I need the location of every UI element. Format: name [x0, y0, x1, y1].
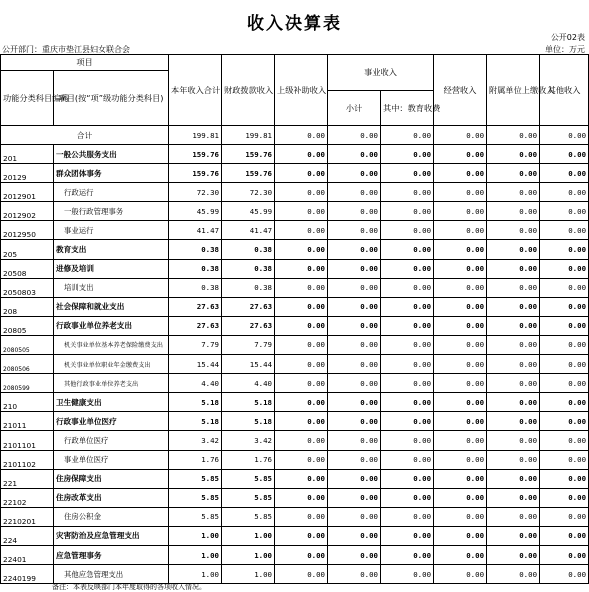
row-affiliated-cell: 0.00	[487, 565, 540, 584]
row-code: 221	[1, 469, 54, 488]
row-other-cell: 0.00	[540, 297, 589, 316]
row-operating-cell: 0.00	[434, 221, 487, 240]
row-total-cell: 41.47	[169, 221, 222, 240]
row-operating-cell: 0.00	[434, 469, 487, 488]
row-operating-cell: 0.00	[434, 507, 487, 526]
header-func-code: 功能分类科目编码	[1, 71, 54, 126]
row-code: 2101101	[1, 431, 54, 450]
row-fiscal-cell: 5.85	[222, 507, 275, 526]
row-fiscal-cell: 4.40	[222, 374, 275, 393]
row-superior-cell: 0.00	[275, 393, 328, 412]
row-name: 机关事业单位基本养老保险缴费支出	[54, 335, 169, 354]
row-superior-cell: 0.00	[275, 164, 328, 183]
header-fiscal: 财政拨款收入	[222, 55, 275, 126]
row-total-cell: 5.18	[169, 393, 222, 412]
row-edu-cell: 0.00	[381, 565, 434, 584]
row-name: 应急管理事务	[54, 545, 169, 564]
row-edu-cell: 0.00	[381, 164, 434, 183]
row-affiliated-cell: 0.00	[487, 374, 540, 393]
row-affiliated-cell: 0.00	[487, 202, 540, 221]
footnote: 备注：本表反映部门本年度取得的各项收入情况。	[52, 583, 206, 591]
table-row	[1, 431, 589, 450]
total-cell: 0.00	[487, 126, 540, 145]
row-fiscal-cell: 5.85	[222, 488, 275, 507]
row-code: 2012901	[1, 183, 54, 202]
row-operating-cell: 0.00	[434, 316, 487, 335]
header-affiliated: 附属单位上缴收入	[487, 55, 540, 126]
total-cell: 0.00	[275, 126, 328, 145]
row-fiscal-cell: 7.79	[222, 335, 275, 354]
row-fiscal-cell: 27.63	[222, 316, 275, 335]
row-code: 2080505	[1, 335, 54, 354]
row-superior-cell: 0.00	[275, 412, 328, 431]
row-name: 其他行政事业单位养老支出	[54, 374, 169, 393]
row-edu-cell: 0.00	[381, 450, 434, 469]
row-code: 20805	[1, 316, 54, 335]
row-name: 进修及培训	[54, 259, 169, 278]
row-affiliated-cell: 0.00	[487, 297, 540, 316]
row-subtotal-cell: 0.00	[328, 526, 381, 545]
total-cell: 199.81	[222, 126, 275, 145]
table-row	[1, 507, 589, 526]
table-row	[1, 450, 589, 469]
table-row	[1, 259, 589, 278]
row-affiliated-cell: 0.00	[487, 526, 540, 545]
row-subtotal-cell: 0.00	[328, 431, 381, 450]
row-name: 机关事业单位职业年金缴费支出	[54, 355, 169, 374]
row-code: 2050803	[1, 278, 54, 297]
row-total-cell: 3.42	[169, 431, 222, 450]
header-project: 项目	[1, 55, 169, 71]
row-code: 208	[1, 297, 54, 316]
row-superior-cell: 0.00	[275, 545, 328, 564]
row-total-cell: 1.76	[169, 450, 222, 469]
row-edu-cell: 0.00	[381, 221, 434, 240]
row-code: 2012950	[1, 221, 54, 240]
row-affiliated-cell: 0.00	[487, 335, 540, 354]
row-subtotal-cell: 0.00	[328, 145, 381, 164]
total-cell: 0.00	[540, 126, 589, 145]
row-fiscal-cell: 0.38	[222, 259, 275, 278]
row-edu-cell: 0.00	[381, 316, 434, 335]
row-subtotal-cell: 0.00	[328, 297, 381, 316]
row-operating-cell: 0.00	[434, 164, 487, 183]
row-operating-cell: 0.00	[434, 545, 487, 564]
header-business: 事业收入	[328, 55, 434, 91]
table-row	[1, 545, 589, 564]
row-total-cell: 1.00	[169, 545, 222, 564]
row-total-cell: 159.76	[169, 164, 222, 183]
row-affiliated-cell: 0.00	[487, 355, 540, 374]
row-name: 教育支出	[54, 240, 169, 259]
table-row	[1, 469, 589, 488]
row-fiscal-cell: 1.00	[222, 545, 275, 564]
table-row	[1, 488, 589, 507]
row-subtotal-cell: 0.00	[328, 450, 381, 469]
row-code: 224	[1, 526, 54, 545]
row-total-cell: 0.38	[169, 259, 222, 278]
row-other-cell: 0.00	[540, 240, 589, 259]
row-operating-cell: 0.00	[434, 393, 487, 412]
row-fiscal-cell: 3.42	[222, 431, 275, 450]
row-fiscal-cell: 1.00	[222, 526, 275, 545]
row-other-cell: 0.00	[540, 469, 589, 488]
row-superior-cell: 0.00	[275, 469, 328, 488]
row-edu-cell: 0.00	[381, 393, 434, 412]
row-affiliated-cell: 0.00	[487, 488, 540, 507]
row-fiscal-cell: 0.38	[222, 278, 275, 297]
row-total-cell: 1.00	[169, 526, 222, 545]
row-subtotal-cell: 0.00	[328, 259, 381, 278]
row-superior-cell: 0.00	[275, 488, 328, 507]
row-superior-cell: 0.00	[275, 526, 328, 545]
row-fiscal-cell: 41.47	[222, 221, 275, 240]
row-fiscal-cell: 72.30	[222, 183, 275, 202]
row-superior-cell: 0.00	[275, 335, 328, 354]
row-name: 一般行政管理事务	[54, 202, 169, 221]
row-other-cell: 0.00	[540, 545, 589, 564]
row-code: 2080599	[1, 374, 54, 393]
row-operating-cell: 0.00	[434, 202, 487, 221]
row-edu-cell: 0.00	[381, 297, 434, 316]
row-affiliated-cell: 0.00	[487, 450, 540, 469]
table-row	[1, 526, 589, 545]
row-code: 210	[1, 393, 54, 412]
table-row	[1, 221, 589, 240]
table-row	[1, 145, 589, 164]
header-operating: 经营收入	[434, 55, 487, 126]
row-edu-cell: 0.00	[381, 278, 434, 297]
header-edu-fee: 其中：教育收费	[381, 91, 434, 126]
table-row	[1, 164, 589, 183]
row-name: 行政事业单位医疗	[54, 412, 169, 431]
row-subtotal-cell: 0.00	[328, 507, 381, 526]
row-fiscal-cell: 5.18	[222, 393, 275, 412]
row-superior-cell: 0.00	[275, 355, 328, 374]
row-operating-cell: 0.00	[434, 183, 487, 202]
total-cell: 199.81	[169, 126, 222, 145]
row-subtotal-cell: 0.00	[328, 545, 381, 564]
row-fiscal-cell: 5.18	[222, 412, 275, 431]
row-code: 2210201	[1, 507, 54, 526]
row-name: 事业运行	[54, 221, 169, 240]
row-fiscal-cell: 5.85	[222, 469, 275, 488]
row-code: 21011	[1, 412, 54, 431]
row-superior-cell: 0.00	[275, 202, 328, 221]
row-superior-cell: 0.00	[275, 259, 328, 278]
row-name: 其他应急管理支出	[54, 565, 169, 584]
row-subtotal-cell: 0.00	[328, 278, 381, 297]
row-name: 群众团体事务	[54, 164, 169, 183]
row-fiscal-cell: 1.76	[222, 450, 275, 469]
row-affiliated-cell: 0.00	[487, 393, 540, 412]
table-row	[1, 278, 589, 297]
row-fiscal-cell: 15.44	[222, 355, 275, 374]
row-other-cell: 0.00	[540, 355, 589, 374]
row-name: 事业单位医疗	[54, 450, 169, 469]
row-affiliated-cell: 0.00	[487, 145, 540, 164]
row-operating-cell: 0.00	[434, 259, 487, 278]
row-subtotal-cell: 0.00	[328, 374, 381, 393]
row-superior-cell: 0.00	[275, 316, 328, 335]
total-label: 合计	[1, 126, 169, 145]
row-code: 22102	[1, 488, 54, 507]
row-edu-cell: 0.00	[381, 412, 434, 431]
row-affiliated-cell: 0.00	[487, 259, 540, 278]
row-affiliated-cell: 0.00	[487, 278, 540, 297]
row-affiliated-cell: 0.00	[487, 316, 540, 335]
header-total: 本年收入合计	[169, 55, 222, 126]
row-operating-cell: 0.00	[434, 412, 487, 431]
table-row	[1, 316, 589, 335]
row-total-cell: 72.30	[169, 183, 222, 202]
row-code: 201	[1, 145, 54, 164]
row-edu-cell: 0.00	[381, 526, 434, 545]
table-row	[1, 183, 589, 202]
row-total-cell: 0.38	[169, 278, 222, 297]
row-name: 一般公共服务支出	[54, 145, 169, 164]
row-other-cell: 0.00	[540, 565, 589, 584]
row-subtotal-cell: 0.00	[328, 240, 381, 259]
row-edu-cell: 0.00	[381, 374, 434, 393]
row-fiscal-cell: 1.00	[222, 565, 275, 584]
department-label: 公开部门：重庆市垫江县妇女联合会	[2, 45, 130, 54]
row-code: 205	[1, 240, 54, 259]
row-name: 社会保障和就业支出	[54, 297, 169, 316]
row-name: 培训支出	[54, 278, 169, 297]
row-superior-cell: 0.00	[275, 183, 328, 202]
row-edu-cell: 0.00	[381, 488, 434, 507]
header-subtotal: 小计	[328, 91, 381, 126]
row-affiliated-cell: 0.00	[487, 431, 540, 450]
row-superior-cell: 0.00	[275, 374, 328, 393]
row-code: 20129	[1, 164, 54, 183]
row-subtotal-cell: 0.00	[328, 565, 381, 584]
form-number: 公开02表	[550, 33, 585, 42]
row-operating-cell: 0.00	[434, 278, 487, 297]
row-name: 住房改革支出	[54, 488, 169, 507]
row-other-cell: 0.00	[540, 278, 589, 297]
row-superior-cell: 0.00	[275, 431, 328, 450]
row-other-cell: 0.00	[540, 316, 589, 335]
table-row	[1, 412, 589, 431]
page-title: 收入决算表	[247, 14, 342, 34]
row-subtotal-cell: 0.00	[328, 316, 381, 335]
row-other-cell: 0.00	[540, 202, 589, 221]
row-name: 灾害防治及应急管理支出	[54, 526, 169, 545]
row-subtotal-cell: 0.00	[328, 355, 381, 374]
income-table	[0, 54, 589, 584]
row-total-cell: 27.63	[169, 297, 222, 316]
row-affiliated-cell: 0.00	[487, 240, 540, 259]
row-subtotal-cell: 0.00	[328, 469, 381, 488]
row-other-cell: 0.00	[540, 393, 589, 412]
row-superior-cell: 0.00	[275, 450, 328, 469]
total-row	[1, 126, 589, 145]
row-name: 行政单位医疗	[54, 431, 169, 450]
row-superior-cell: 0.00	[275, 565, 328, 584]
row-code: 2080506	[1, 355, 54, 374]
row-other-cell: 0.00	[540, 164, 589, 183]
row-affiliated-cell: 0.00	[487, 412, 540, 431]
row-edu-cell: 0.00	[381, 202, 434, 221]
row-fiscal-cell: 45.99	[222, 202, 275, 221]
row-operating-cell: 0.00	[434, 488, 487, 507]
total-cell: 0.00	[434, 126, 487, 145]
row-affiliated-cell: 0.00	[487, 545, 540, 564]
row-code: 20508	[1, 259, 54, 278]
row-edu-cell: 0.00	[381, 335, 434, 354]
row-total-cell: 5.85	[169, 507, 222, 526]
row-name: 住房保障支出	[54, 469, 169, 488]
row-operating-cell: 0.00	[434, 145, 487, 164]
row-name: 住房公积金	[54, 507, 169, 526]
row-affiliated-cell: 0.00	[487, 469, 540, 488]
row-subtotal-cell: 0.00	[328, 202, 381, 221]
row-edu-cell: 0.00	[381, 240, 434, 259]
row-operating-cell: 0.00	[434, 431, 487, 450]
row-operating-cell: 0.00	[434, 450, 487, 469]
row-other-cell: 0.00	[540, 145, 589, 164]
row-other-cell: 0.00	[540, 335, 589, 354]
row-total-cell: 1.00	[169, 565, 222, 584]
header-other: 其他收入	[540, 55, 589, 126]
row-other-cell: 0.00	[540, 412, 589, 431]
row-edu-cell: 0.00	[381, 469, 434, 488]
row-operating-cell: 0.00	[434, 240, 487, 259]
row-other-cell: 0.00	[540, 183, 589, 202]
row-superior-cell: 0.00	[275, 145, 328, 164]
row-subtotal-cell: 0.00	[328, 393, 381, 412]
row-other-cell: 0.00	[540, 526, 589, 545]
header-project-name: 项目(按“项”级功能分类科目)	[54, 71, 169, 126]
row-other-cell: 0.00	[540, 259, 589, 278]
row-superior-cell: 0.00	[275, 240, 328, 259]
table-row	[1, 202, 589, 221]
row-edu-cell: 0.00	[381, 145, 434, 164]
row-edu-cell: 0.00	[381, 183, 434, 202]
row-edu-cell: 0.00	[381, 545, 434, 564]
row-affiliated-cell: 0.00	[487, 221, 540, 240]
row-subtotal-cell: 0.00	[328, 183, 381, 202]
row-name: 行政运行	[54, 183, 169, 202]
table-row	[1, 374, 589, 393]
row-operating-cell: 0.00	[434, 565, 487, 584]
row-affiliated-cell: 0.00	[487, 183, 540, 202]
row-affiliated-cell: 0.00	[487, 507, 540, 526]
row-other-cell: 0.00	[540, 450, 589, 469]
row-operating-cell: 0.00	[434, 335, 487, 354]
row-other-cell: 0.00	[540, 221, 589, 240]
row-edu-cell: 0.00	[381, 355, 434, 374]
row-operating-cell: 0.00	[434, 355, 487, 374]
table-row	[1, 393, 589, 412]
header-superior: 上级补助收入	[275, 55, 328, 126]
table-row	[1, 355, 589, 374]
row-fiscal-cell: 0.38	[222, 240, 275, 259]
row-name: 卫生健康支出	[54, 393, 169, 412]
row-other-cell: 0.00	[540, 374, 589, 393]
row-subtotal-cell: 0.00	[328, 164, 381, 183]
row-operating-cell: 0.00	[434, 526, 487, 545]
table-row	[1, 335, 589, 354]
row-superior-cell: 0.00	[275, 297, 328, 316]
row-total-cell: 7.79	[169, 335, 222, 354]
total-cell: 0.00	[381, 126, 434, 145]
row-edu-cell: 0.00	[381, 259, 434, 278]
row-superior-cell: 0.00	[275, 221, 328, 240]
table-row	[1, 565, 589, 584]
row-total-cell: 4.40	[169, 374, 222, 393]
row-superior-cell: 0.00	[275, 278, 328, 297]
row-total-cell: 159.76	[169, 145, 222, 164]
row-affiliated-cell: 0.00	[487, 164, 540, 183]
row-code: 2012902	[1, 202, 54, 221]
row-total-cell: 27.63	[169, 316, 222, 335]
row-name: 行政事业单位养老支出	[54, 316, 169, 335]
row-subtotal-cell: 0.00	[328, 412, 381, 431]
row-total-cell: 5.85	[169, 488, 222, 507]
row-subtotal-cell: 0.00	[328, 221, 381, 240]
row-edu-cell: 0.00	[381, 431, 434, 450]
row-superior-cell: 0.00	[275, 507, 328, 526]
row-total-cell: 5.85	[169, 469, 222, 488]
row-other-cell: 0.00	[540, 507, 589, 526]
row-subtotal-cell: 0.00	[328, 488, 381, 507]
row-operating-cell: 0.00	[434, 297, 487, 316]
row-code: 2240199	[1, 565, 54, 584]
row-fiscal-cell: 159.76	[222, 145, 275, 164]
unit-label: 单位：万元	[545, 45, 585, 54]
table-row	[1, 240, 589, 259]
row-code: 22401	[1, 545, 54, 564]
row-other-cell: 0.00	[540, 488, 589, 507]
row-total-cell: 45.99	[169, 202, 222, 221]
row-edu-cell: 0.00	[381, 507, 434, 526]
row-other-cell: 0.00	[540, 431, 589, 450]
table-row	[1, 297, 589, 316]
row-total-cell: 15.44	[169, 355, 222, 374]
total-cell: 0.00	[328, 126, 381, 145]
row-fiscal-cell: 159.76	[222, 164, 275, 183]
row-subtotal-cell: 0.00	[328, 335, 381, 354]
row-fiscal-cell: 27.63	[222, 297, 275, 316]
row-code: 2101102	[1, 450, 54, 469]
row-operating-cell: 0.00	[434, 374, 487, 393]
row-total-cell: 5.18	[169, 412, 222, 431]
row-total-cell: 0.38	[169, 240, 222, 259]
